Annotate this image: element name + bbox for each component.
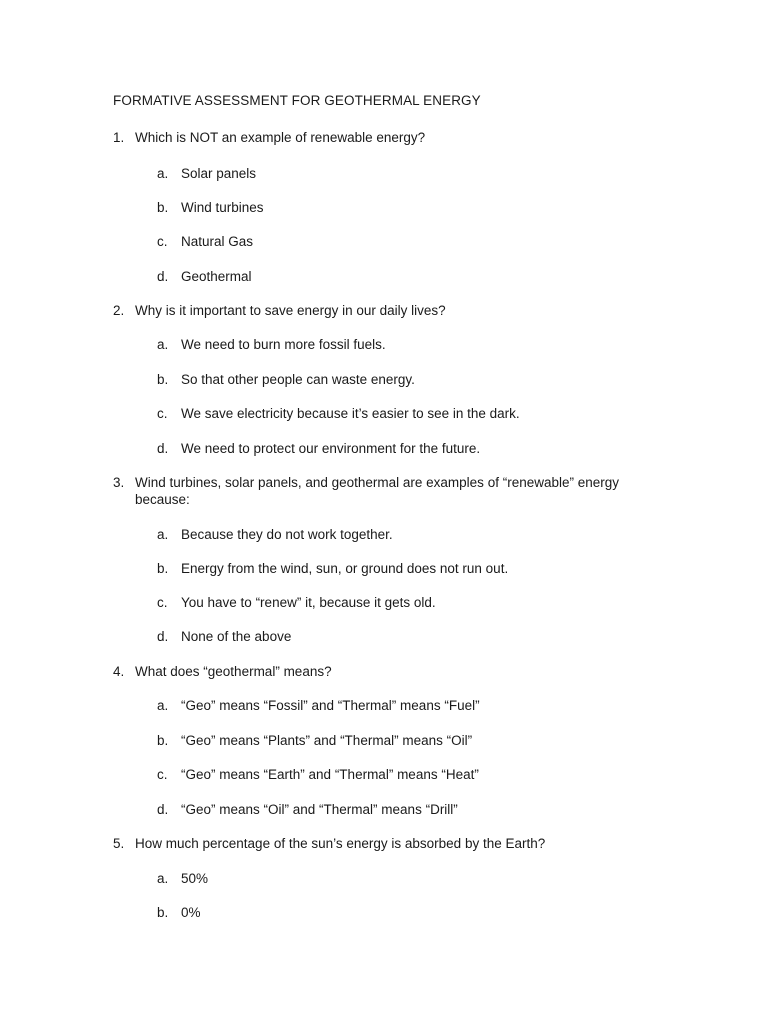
- option-text: We save electricity because it’s easier to see in the dark.: [181, 406, 520, 421]
- option-5b: [157, 904, 201, 921]
- question-5: [113, 835, 633, 852]
- option-2a: [157, 336, 386, 353]
- question-text: Why is it important to save energy in our daily lives?: [135, 303, 446, 318]
- option-text: Because they do not work together.: [181, 527, 393, 542]
- option-letter: b.: [157, 372, 169, 387]
- option-letter: d.: [157, 269, 169, 284]
- option-text: Geothermal: [181, 269, 252, 284]
- option-letter: a.: [157, 337, 169, 352]
- option-letter: c.: [157, 234, 168, 249]
- option-1b: [157, 199, 264, 216]
- question-text: Which is NOT an example of renewable energy?: [135, 130, 426, 145]
- option-text: We need to protect our environment for the future.: [181, 441, 481, 456]
- option-2d: [157, 440, 480, 457]
- question-4: [113, 663, 633, 680]
- option-text: 0%: [181, 905, 201, 920]
- option-letter: c.: [157, 406, 168, 421]
- option-letter: d.: [157, 441, 169, 456]
- question-number: 4.: [113, 664, 125, 679]
- option-5a: [157, 870, 208, 887]
- option-4b: [157, 732, 472, 749]
- option-1d: [157, 268, 252, 285]
- option-1a: [157, 165, 256, 182]
- option-4c: [157, 766, 479, 783]
- option-letter: a.: [157, 698, 169, 713]
- question-1: [113, 129, 633, 146]
- question-number: 2.: [113, 303, 125, 318]
- option-letter: c.: [157, 767, 168, 782]
- option-3c: [157, 594, 436, 611]
- option-2b: [157, 371, 415, 388]
- option-3a: [157, 526, 393, 543]
- option-text: Wind turbines: [181, 200, 264, 215]
- question-3: [113, 474, 633, 508]
- option-3b: [157, 560, 508, 577]
- option-letter: a.: [157, 871, 169, 886]
- option-text: Energy from the wind, sun, or ground does not run out.: [181, 561, 509, 576]
- option-letter: b.: [157, 561, 169, 576]
- option-letter: b.: [157, 905, 169, 920]
- question-number: 1.: [113, 130, 125, 145]
- option-letter: d.: [157, 629, 169, 644]
- option-4d: [157, 801, 458, 818]
- option-1c: [157, 233, 253, 250]
- question-text: Wind turbines, solar panels, and geothermal are examples of “renewable” energy because:: [135, 475, 620, 507]
- question-text: How much percentage of the sun’s energy is absorbed by the Earth?: [135, 836, 546, 851]
- option-text: Natural Gas: [181, 234, 254, 249]
- question-number: 3.: [113, 475, 125, 490]
- option-text: You have to “renew” it, because it gets old.: [181, 595, 436, 610]
- option-text: “Geo” means “Plants” and “Thermal” means “Oil”: [181, 733, 473, 748]
- question-number: 5.: [113, 836, 125, 851]
- option-letter: d.: [157, 802, 169, 817]
- option-letter: b.: [157, 200, 169, 215]
- document-title: FORMATIVE ASSESSMENT FOR GEOTHERMAL ENERGY: [113, 93, 481, 108]
- question-text: What does “geothermal” means?: [135, 664, 332, 679]
- question-2: [113, 302, 633, 319]
- option-text: Solar panels: [181, 166, 257, 181]
- option-letter: b.: [157, 733, 169, 748]
- option-text: “Geo” means “Earth” and “Thermal” means “Heat”: [181, 767, 479, 782]
- option-text: We need to burn more fossil fuels.: [181, 337, 386, 352]
- option-letter: a.: [157, 527, 169, 542]
- option-4a: [157, 697, 480, 714]
- option-text: 50%: [181, 871, 209, 886]
- option-text: “Geo” means “Fossil” and “Thermal” means “Fuel”: [181, 698, 480, 713]
- option-text: “Geo” means “Oil” and “Thermal” means “Drill”: [181, 802, 458, 817]
- option-letter: a.: [157, 166, 169, 181]
- option-3d: [157, 628, 291, 645]
- option-text: None of the above: [181, 629, 292, 644]
- option-text: So that other people can waste energy.: [181, 372, 415, 387]
- option-letter: c.: [157, 595, 168, 610]
- option-2c: [157, 405, 520, 422]
